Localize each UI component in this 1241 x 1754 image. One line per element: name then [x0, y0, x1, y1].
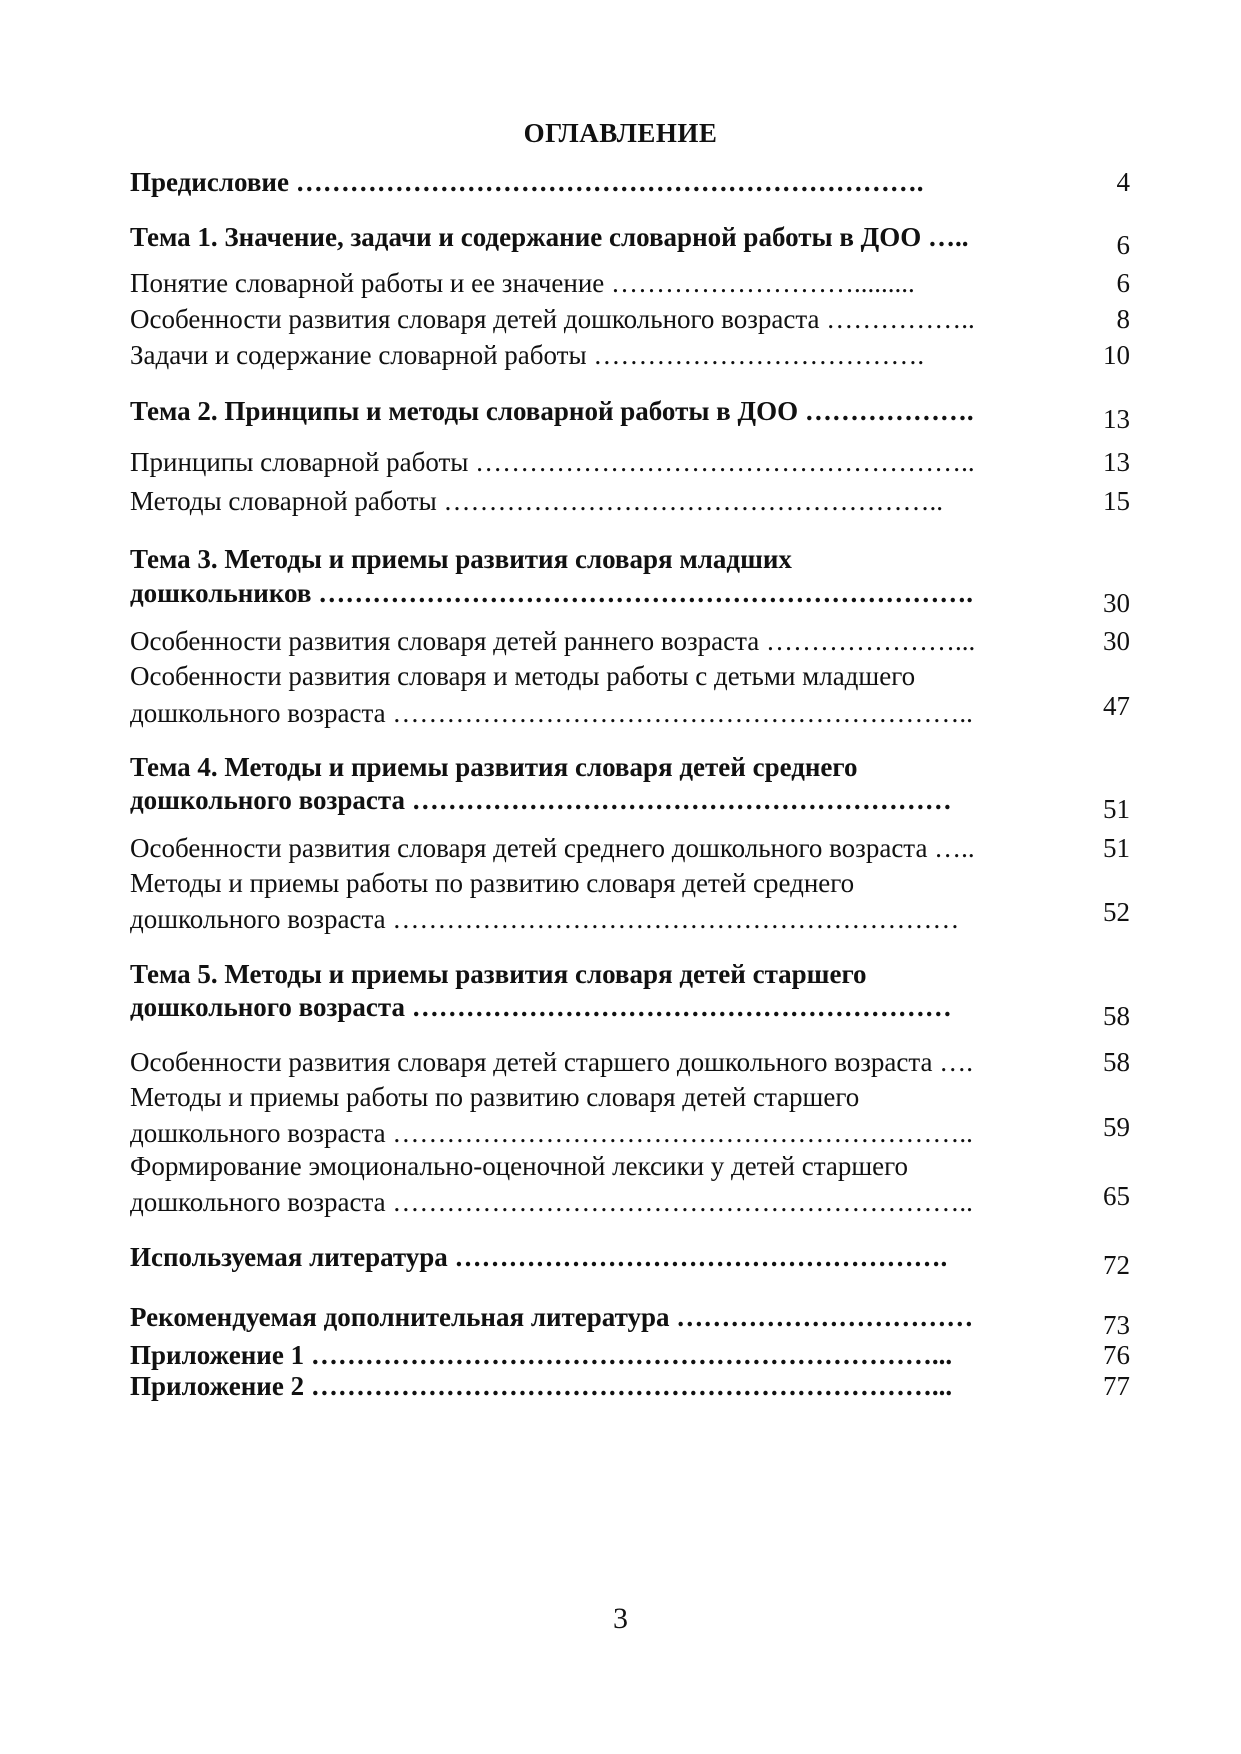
toc-entry-text: Особенности развития словаря детей среднего дошкольного возраста …..	[130, 833, 975, 863]
page-number: 3	[613, 1602, 628, 1635]
toc-entry-text: дошкольного возраста ………………………………………………………..	[130, 1118, 973, 1148]
toc-entry-text: Тема 3. Методы и приемы развития словаря младших	[130, 544, 792, 574]
toc-entry-text: дошкольного возраста ………………………………………………………	[130, 904, 960, 934]
toc-entry-page: 13	[1103, 447, 1130, 477]
toc-entry-text: Особенности развития словаря и методы работы с детьми младшего	[130, 661, 916, 691]
toc-entry-text: дошкольного возраста ………………………………………………………..	[130, 698, 973, 728]
toc-entry-page: 13	[1103, 404, 1130, 434]
toc-entry-text: Используемая литература ……………………………………………….	[130, 1242, 948, 1272]
toc-entry-text: Тема 2. Принципы и методы словарной работы в ДОО ……………….	[130, 396, 974, 426]
toc-entry-page: 6	[1116, 268, 1130, 298]
toc-entry-text: Принципы словарной работы ………………………………………………..	[130, 447, 975, 477]
toc-entry-page: 10	[1103, 340, 1130, 370]
toc-entry-page: 59	[1103, 1112, 1130, 1142]
toc-entry-page: 8	[1116, 304, 1130, 334]
toc-entry-page: 4	[1116, 167, 1130, 197]
toc-entry-page: 76	[1103, 1340, 1130, 1370]
toc-entry-text: дошкольного возраста ……………………………………………………	[130, 992, 952, 1022]
toc-entry-text: Задачи и содержание словарной работы ……………………………….	[130, 340, 925, 370]
toc-entry-page: 15	[1103, 486, 1130, 516]
toc-entry-page: 77	[1103, 1371, 1130, 1401]
toc-entry-text: Тема 5. Методы и приемы развития словаря детей старшего	[130, 959, 867, 989]
toc-entry-page: 58	[1103, 1047, 1130, 1077]
toc-entry-text: дошкольников ……………………………………………………………….	[130, 578, 973, 608]
toc-entry-page: 58	[1103, 1001, 1130, 1031]
toc-entry-page: 51	[1103, 833, 1130, 863]
toc-entry-text: Особенности развития словаря детей дошкольного возраста ……………..	[130, 304, 975, 334]
toc-entry-text: дошкольного возраста ……………………………………………………	[130, 785, 952, 815]
toc-entry-page: 30	[1103, 626, 1130, 656]
toc-entry-text: Тема 4. Методы и приемы развития словаря детей среднего	[130, 752, 858, 782]
toc-entry-page: 47	[1103, 691, 1130, 721]
toc-entry-text: Методы словарной работы ………………………………………………..	[130, 486, 943, 516]
toc-entry-text: Методы и приемы работы по развитию словаря детей старшего	[130, 1082, 860, 1112]
toc-entry-text: Приложение 2 ……………………………………………………………...	[130, 1371, 953, 1401]
page-title: ОГЛАВЛЕНИЕ	[523, 118, 718, 148]
toc-entry-text: Особенности развития словаря детей старшего дошкольного возраста ….	[130, 1047, 974, 1077]
toc-entry-page: 51	[1103, 794, 1130, 824]
toc-entry-page: 65	[1103, 1181, 1130, 1211]
toc-entry-text: Тема 1. Значение, задачи и содержание словарной работы в ДОО …..	[130, 222, 969, 252]
toc-entry-page: 72	[1103, 1250, 1130, 1280]
toc-entry-text: Приложение 1 ……………………………………………………………...	[130, 1340, 953, 1370]
toc-entry-text: Предисловие …………………………………………………………….	[130, 167, 924, 197]
toc-entry-text: Особенности развития словаря детей раннего возраста …………………...	[130, 626, 976, 656]
toc-entry-text: Формирование эмоционально-оценочной лексики у детей старшего	[130, 1151, 908, 1181]
toc-entry-page: 6	[1116, 230, 1130, 260]
toc-entry-page: 52	[1103, 897, 1130, 927]
toc-entry-page: 30	[1103, 588, 1130, 618]
toc-entry-text: Понятие словарной работы и ее значение ……………………….........	[130, 268, 915, 298]
toc-entry-page: 73	[1103, 1310, 1130, 1340]
toc-entry-text: дошкольного возраста ………………………………………………………..	[130, 1187, 973, 1217]
toc-entry-text: Рекомендуемая дополнительная литература ……………………………	[130, 1302, 974, 1332]
toc-entry-text: Методы и приемы работы по развитию словаря детей среднего	[130, 868, 855, 898]
